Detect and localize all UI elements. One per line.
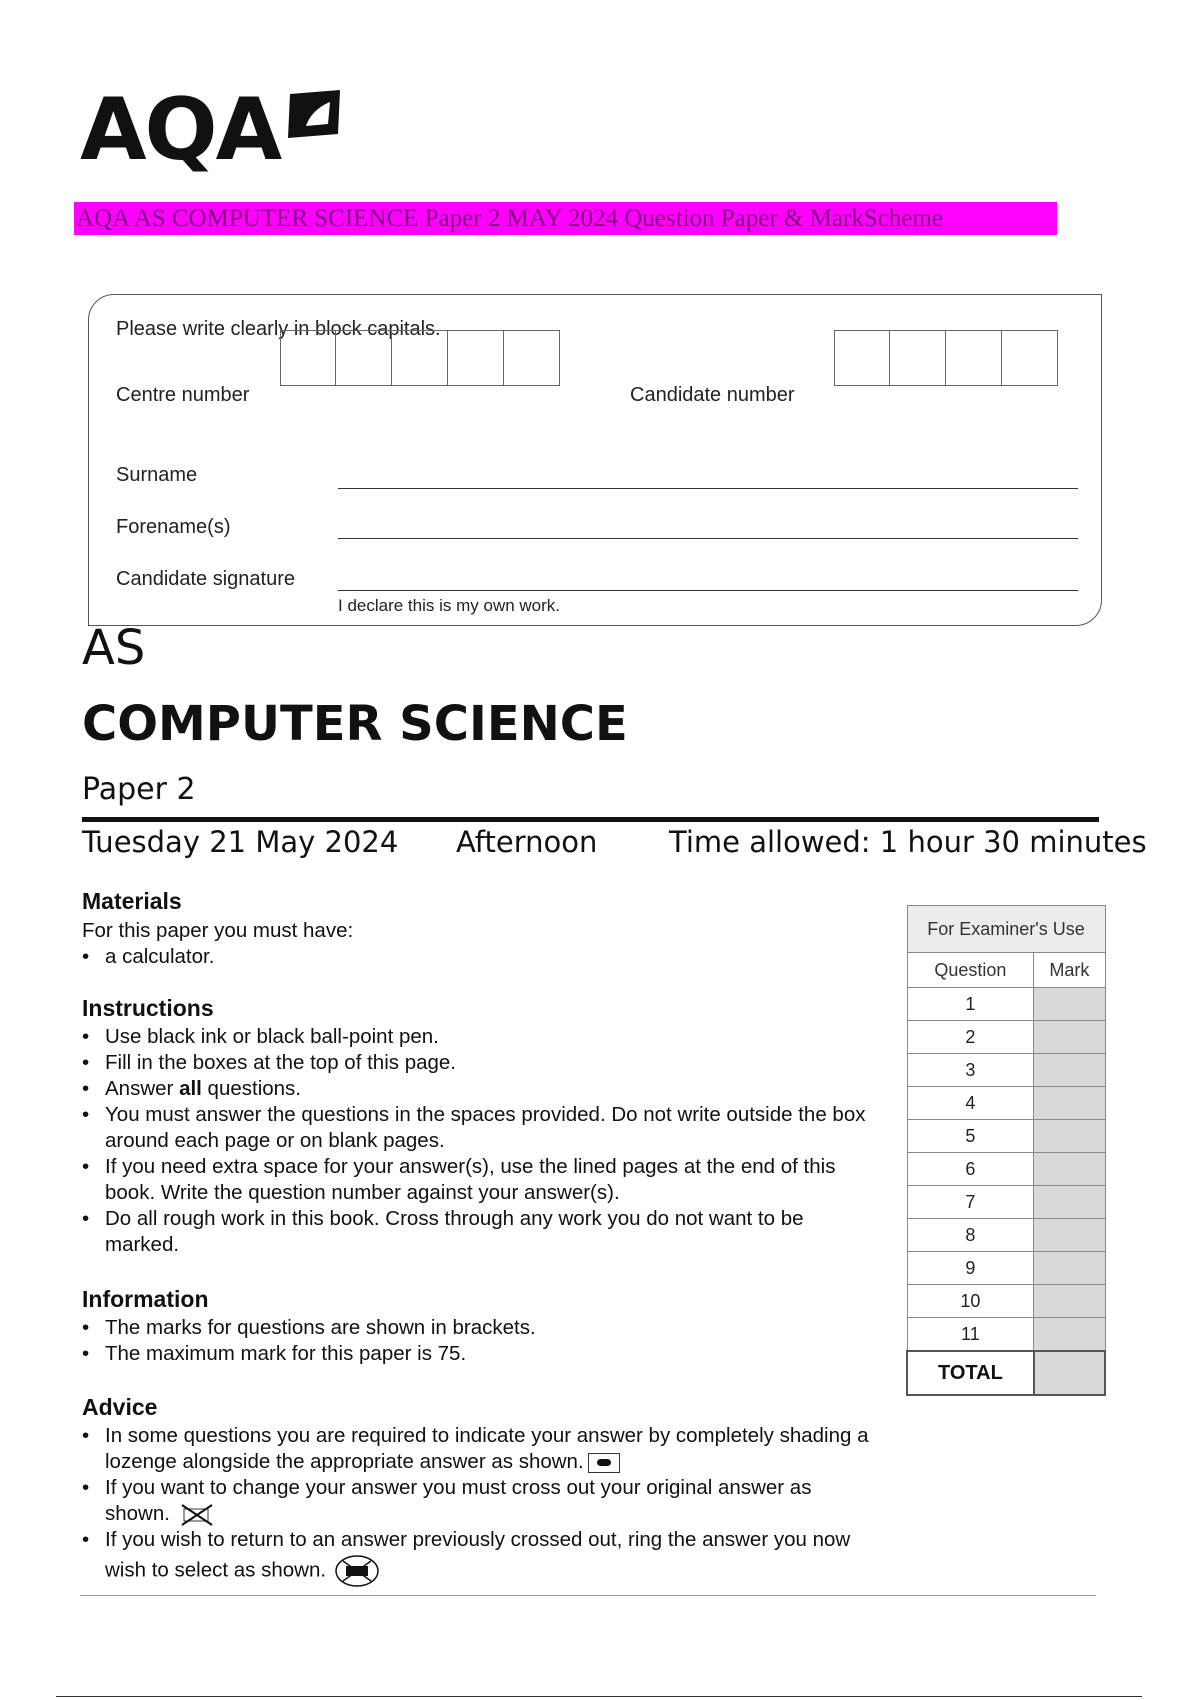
question-number-cell: 8 <box>907 1219 1034 1252</box>
materials-heading: Materials <box>82 888 182 914</box>
surname-line[interactable] <box>338 488 1078 489</box>
forenames-line[interactable] <box>338 538 1078 539</box>
shaded-lozenge-icon <box>588 1453 620 1473</box>
exam-date: Tuesday 21 May 2024 <box>82 825 399 859</box>
list-item: • Fill in the boxes at the top of this page. <box>82 1050 882 1076</box>
list-item: • Use black ink or black ball-point pen. <box>82 1024 882 1050</box>
mark-cell <box>1034 1120 1105 1153</box>
exam-session: Afternoon <box>456 825 598 859</box>
table-row <box>907 1120 1105 1153</box>
document-banner: AQA AS COMPUTER SCIENCE Paper 2 MAY 2024 Question Paper & MarkScheme <box>74 202 1057 235</box>
table-row <box>907 1186 1105 1219</box>
forenames-label: Forename(s) <box>116 516 231 538</box>
list-item: • a calculator. <box>82 944 882 970</box>
question-number-cell: 3 <box>907 1054 1034 1087</box>
aqa-leaf-icon <box>284 88 344 144</box>
mark-cell <box>1034 1153 1105 1186</box>
candidate-digit-box[interactable] <box>946 330 1002 386</box>
emphasis-text: all <box>179 1077 202 1100</box>
list-item: • Do all rough work in this book. Cross through any work you do not want to be marked. <box>82 1206 882 1258</box>
centre-digit-box[interactable] <box>448 330 504 386</box>
mark-cell <box>1034 1252 1105 1285</box>
list-item <box>82 1475 882 1527</box>
table-row <box>907 1021 1105 1054</box>
question-number-cell: 9 <box>907 1252 1034 1285</box>
list-item: • If you need extra space for your answer(s), use the lined pages at the end of this book. Write the question number against your answer(s). <box>82 1154 882 1206</box>
list-item <box>82 1076 882 1102</box>
mark-cell <box>1034 1186 1105 1219</box>
centre-digit-box[interactable] <box>392 330 448 386</box>
mark-cell <box>1034 1318 1105 1352</box>
aqa-logo <box>80 80 350 186</box>
time-allowed: Time allowed: 1 hour 30 minutes <box>669 825 1147 859</box>
question-number-cell: 1 <box>907 988 1034 1021</box>
text-run: In some questions you are required to indicate your answer by completely shading a lozenge alongside the appropriate answer as shown. <box>105 1424 869 1473</box>
list-item: • The marks for questions are shown in brackets. <box>82 1315 882 1341</box>
table-row <box>907 1219 1105 1252</box>
materials-intro: For this paper you must have: <box>82 919 354 942</box>
information-heading: Information <box>82 1286 209 1312</box>
materials-section <box>82 888 882 970</box>
question-number-cell: 10 <box>907 1285 1034 1318</box>
advice-section <box>82 1394 882 1589</box>
table-row <box>907 1285 1105 1318</box>
mark-cell <box>1034 988 1105 1021</box>
candidate-digit-box[interactable] <box>890 330 946 386</box>
examiner-table-title: For Examiner's Use <box>907 906 1105 953</box>
candidate-digit-box[interactable] <box>1002 330 1058 386</box>
centre-number-label: Centre number <box>116 384 250 406</box>
text-run: Answer <box>105 1077 180 1100</box>
mark-cell <box>1034 1087 1105 1120</box>
block-capitals-instruction: Please write clearly in block capitals. <box>116 318 441 340</box>
text-run: If you wish to return to an answer previously crossed out, ring the answer you now wish to select as shown. <box>105 1528 851 1582</box>
paper-number: Paper 2 <box>82 772 196 807</box>
candidate-number-boxes <box>834 330 1058 386</box>
question-number-cell: 7 <box>907 1186 1034 1219</box>
information-section <box>82 1286 882 1367</box>
instructions-section <box>82 995 882 1258</box>
surname-label: Surname <box>116 464 198 486</box>
list-item: • You must answer the questions in the spaces provided. Do not write outside the box around each page or on blank pages. <box>82 1102 882 1154</box>
table-row <box>907 1318 1105 1352</box>
table-row <box>907 1153 1105 1186</box>
text-run: questions. <box>201 1077 302 1100</box>
mark-cell <box>1034 1285 1105 1318</box>
footer-rule <box>80 1595 1096 1596</box>
text-run: If you want to change your answer you must cross out your original answer as shown. <box>105 1476 812 1525</box>
list-item: • The maximum mark for this paper is 75. <box>82 1341 882 1367</box>
mark-column-header: Mark <box>1034 953 1105 988</box>
question-number-cell: 5 <box>907 1120 1034 1153</box>
signature-label: Candidate signature <box>116 568 296 590</box>
mark-cell <box>1034 1021 1105 1054</box>
table-row <box>907 1087 1105 1120</box>
list-item <box>82 1527 882 1589</box>
examiner-use-table <box>906 905 1106 1396</box>
total-label: TOTAL <box>907 1351 1034 1395</box>
centre-digit-box[interactable] <box>336 330 392 386</box>
question-number-cell: 4 <box>907 1087 1034 1120</box>
total-mark-cell <box>1034 1351 1105 1395</box>
crossed-lozenge-icon <box>178 1503 216 1527</box>
question-column-header: Question <box>907 953 1034 988</box>
candidate-number-label: Candidate number <box>630 384 795 406</box>
table-row <box>907 1054 1105 1087</box>
question-number-cell: 6 <box>907 1153 1034 1186</box>
ringed-lozenge-icon <box>334 1553 380 1589</box>
centre-digit-box[interactable] <box>504 330 560 386</box>
declaration-text: I declare this is my own work. <box>338 596 561 615</box>
centre-digit-box[interactable] <box>280 330 336 386</box>
instructions-heading: Instructions <box>82 995 214 1021</box>
table-row <box>907 1252 1105 1285</box>
candidate-digit-box[interactable] <box>834 330 890 386</box>
signature-line[interactable] <box>338 590 1078 591</box>
question-number-cell: 11 <box>907 1318 1034 1352</box>
table-row <box>907 988 1105 1021</box>
page-bottom-rule <box>56 1696 1142 1697</box>
mark-cell <box>1034 1219 1105 1252</box>
centre-number-boxes <box>280 330 560 386</box>
advice-heading: Advice <box>82 1394 158 1420</box>
list-item <box>82 1423 882 1475</box>
subject-title: COMPUTER SCIENCE <box>82 696 628 752</box>
logo-text: AQA <box>80 80 281 180</box>
mark-cell <box>1034 1054 1105 1087</box>
qualification-level: AS <box>82 620 146 676</box>
title-rule <box>82 817 1099 822</box>
question-number-cell: 2 <box>907 1021 1034 1054</box>
